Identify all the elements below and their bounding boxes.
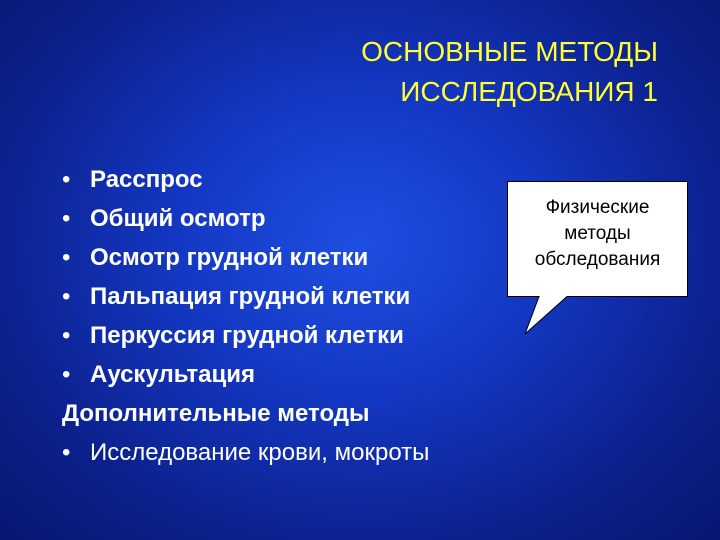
slide-title-line-2: ИССЛЕДОВАНИЯ 1 <box>400 76 658 107</box>
callout-line-2: методы <box>564 223 631 244</box>
bullet-icon: • <box>62 166 71 193</box>
list-item-label: Осмотр грудной клетки <box>90 244 369 271</box>
list-item <box>62 433 522 472</box>
bullet-icon: • <box>62 244 71 271</box>
list-item <box>62 199 522 238</box>
callout-box <box>507 181 688 297</box>
list-item <box>62 316 522 355</box>
list-item <box>62 160 522 199</box>
bullet-icon: • <box>62 205 71 232</box>
list-item <box>62 238 522 277</box>
callout-line-3: обследования <box>534 249 661 270</box>
bullet-icon: • <box>62 322 71 349</box>
list-item-label: Аускультация <box>90 361 255 388</box>
callout-text <box>507 195 688 273</box>
list-item-label: Пальпация грудной клетки <box>90 283 411 310</box>
slide-title-line-1: ОСНОВНЫЕ МЕТОДЫ <box>361 36 658 67</box>
list-item-label: Расспрос <box>90 166 203 193</box>
list-item <box>62 355 522 394</box>
slide-title <box>238 32 658 112</box>
list-item-label: Общий осмотр <box>90 205 266 232</box>
methods-list <box>62 160 522 472</box>
bullet-icon: • <box>62 361 71 388</box>
additional-methods-heading: Дополнительные методы <box>62 400 370 427</box>
bullet-icon: • <box>62 283 71 310</box>
list-item <box>62 277 522 316</box>
list-item-label: Исследование крови, мокроты <box>90 439 430 466</box>
bullet-icon: • <box>62 439 71 466</box>
callout-line-1: Физические <box>545 197 650 218</box>
list-item-label: Перкуссия грудной клетки <box>90 322 404 349</box>
